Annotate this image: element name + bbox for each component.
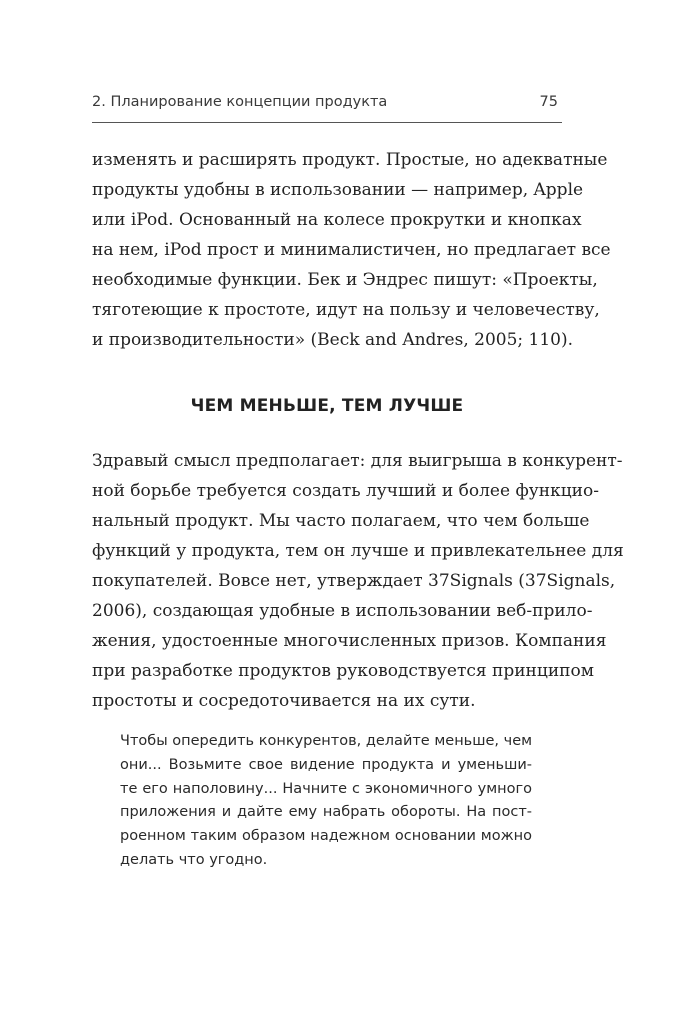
quote-line: те его наполовину... Начните с экономичного умного bbox=[120, 780, 532, 797]
paragraph-line: Здравый смысл предполагает: для выигрыша в конкурент- bbox=[92, 451, 623, 471]
quote-line: делать что угодно. bbox=[120, 851, 268, 868]
quote-line: Чтобы опередить конкурентов, делайте меньше, чем bbox=[120, 733, 533, 749]
quote-line: роенном таким образом надежном основании можно bbox=[120, 828, 532, 845]
paragraph-line: и производительности» (Beck and Andres, 2005; 110). bbox=[92, 330, 574, 350]
paragraph-line: функций у продукта, тем он лучше и привлекательнее для bbox=[92, 541, 624, 561]
section-heading: ЧЕМ МЕНЬШЕ, ТЕМ ЛУЧШЕ bbox=[190, 396, 464, 416]
quote-line: они... Возьмите свое видение продукта и уменьши- bbox=[120, 756, 532, 773]
paragraph-line: продукты удобны в использовании — например, Apple bbox=[92, 180, 584, 200]
chapter-title: 2. Планирование концепции продукта bbox=[92, 94, 388, 110]
paragraph-line: нальный продукт. Мы часто полагаем, что чем больше bbox=[92, 511, 590, 531]
running-head bbox=[92, 94, 562, 118]
block-quote bbox=[120, 730, 532, 873]
paragraph-line: на нем, iPod прост и минималистичен, но предлагает все bbox=[92, 240, 611, 260]
paragraph-1 bbox=[92, 145, 611, 355]
paragraph-line: изменять и расширять продукт. Простые, но адекватные bbox=[92, 150, 608, 170]
paragraph-line: покупателей. Вовсе нет, утверждает 37Signals (37Signals, bbox=[92, 571, 616, 591]
paragraph-line: ной борьбе требуется создать лучший и более функцио- bbox=[92, 481, 599, 501]
paragraph-line: или iPod. Основанный на колесе прокрутки и кнопках bbox=[92, 210, 582, 230]
paragraph-2 bbox=[92, 446, 624, 716]
paragraph-line: простоты и сосредоточивается на их сути. bbox=[92, 691, 476, 711]
paragraph-line: необходимые функции. Бек и Эндрес пишут: «Проекты, bbox=[92, 270, 598, 290]
paragraph-line: тяготеющие к простоте, идут на пользу и человечеству, bbox=[92, 300, 600, 320]
paragraph-line: жения, удостоенные многочисленных призов. Компания bbox=[92, 631, 607, 651]
page-number: 75 bbox=[539, 94, 558, 110]
paragraph-line: 2006), создающая удобные в использовании веб-прило- bbox=[92, 601, 593, 621]
header-divider bbox=[92, 122, 562, 123]
quote-line: приложения и дайте ему набрать обороты. На пост- bbox=[120, 804, 532, 821]
paragraph-line: при разработке продуктов руководствуется принципом bbox=[92, 661, 594, 681]
